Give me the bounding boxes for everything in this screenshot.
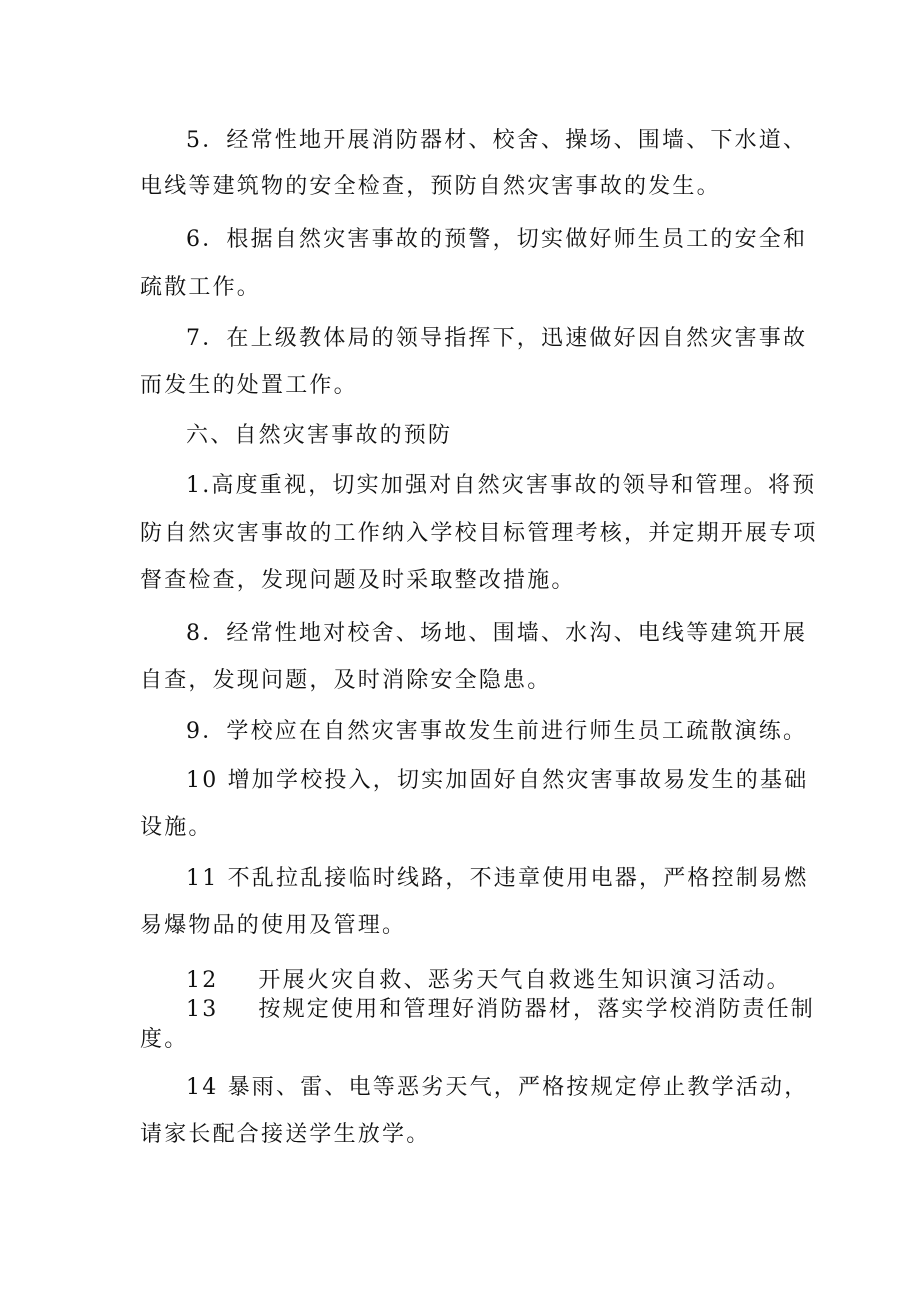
paragraph-12-text: 开展火灾自救、恶劣天气自救逃生知识演习活动。 xyxy=(258,968,791,993)
paragraph-1-line-2: 防自然灾害事故的工作纳入学校目标管理考核，并定期开展专项 xyxy=(140,521,818,546)
paragraph-8-line-1: 8．经常性地对校舍、场地、围墙、水沟、电线等建筑开展 xyxy=(186,621,808,646)
paragraph-5-line-2: 电线等建筑物的安全检查，预防自然灾害事故的发生。 xyxy=(140,174,721,199)
paragraph-13-line-1 xyxy=(186,995,815,1025)
paragraph-14-line-1: 14 暴雨、雷、电等恶劣天气，严格按规定停止教学活动， xyxy=(186,1075,809,1100)
paragraph-10-line-1: 10 增加学校投入，切实加固好自然灾害事故易发生的基础 xyxy=(186,768,809,793)
paragraph-7-line-2: 而发生的处置工作。 xyxy=(140,373,358,398)
paragraph-13-number: 13 xyxy=(186,997,219,1022)
paragraph-7-line-1: 7．在上级教体局的领导指挥下，迅速做好因自然灾害事故 xyxy=(186,326,808,351)
paragraph-11-line-1: 11 不乱拉乱接临时线路，不违章使用电器，严格控制易燃 xyxy=(186,866,809,891)
paragraph-8-line-2: 自查，发现问题，及时消除安全隐患。 xyxy=(140,668,552,693)
paragraph-5-line-1: 5．经常性地开展消防器材、校舍、操场、围墙、下水道、 xyxy=(186,128,808,153)
paragraph-13-line-2: 度。 xyxy=(140,1027,189,1052)
paragraph-11-line-2: 易爆物品的使用及管理。 xyxy=(140,913,407,938)
paragraph-13-text: 按规定使用和管理好消防器材，落实学校消防责任制 xyxy=(258,997,816,1022)
paragraph-10-line-2: 设施。 xyxy=(140,815,213,840)
paragraph-6-line-2: 疏散工作。 xyxy=(140,275,262,300)
paragraph-1-line-3: 督查检查，发现问题及时采取整改措施。 xyxy=(140,568,576,593)
paragraph-12-number: 12 xyxy=(186,968,219,993)
paragraph-1-line-1: 1.高度重视，切实加强对自然灾害事故的领导和管理。将预 xyxy=(186,473,817,498)
paragraph-9-line-1: 9．学校应在自然灾害事故发生前进行师生员工疏散演练。 xyxy=(186,719,808,744)
paragraph-12-line-1 xyxy=(186,966,791,996)
paragraph-6-line-1: 6．根据自然灾害事故的预警，切实做好师生员工的安全和 xyxy=(186,227,808,252)
section-heading-prevention: 六、自然灾害事故的预防 xyxy=(186,423,453,448)
paragraph-14-line-2: 请家长配合接送学生放学。 xyxy=(140,1122,431,1147)
